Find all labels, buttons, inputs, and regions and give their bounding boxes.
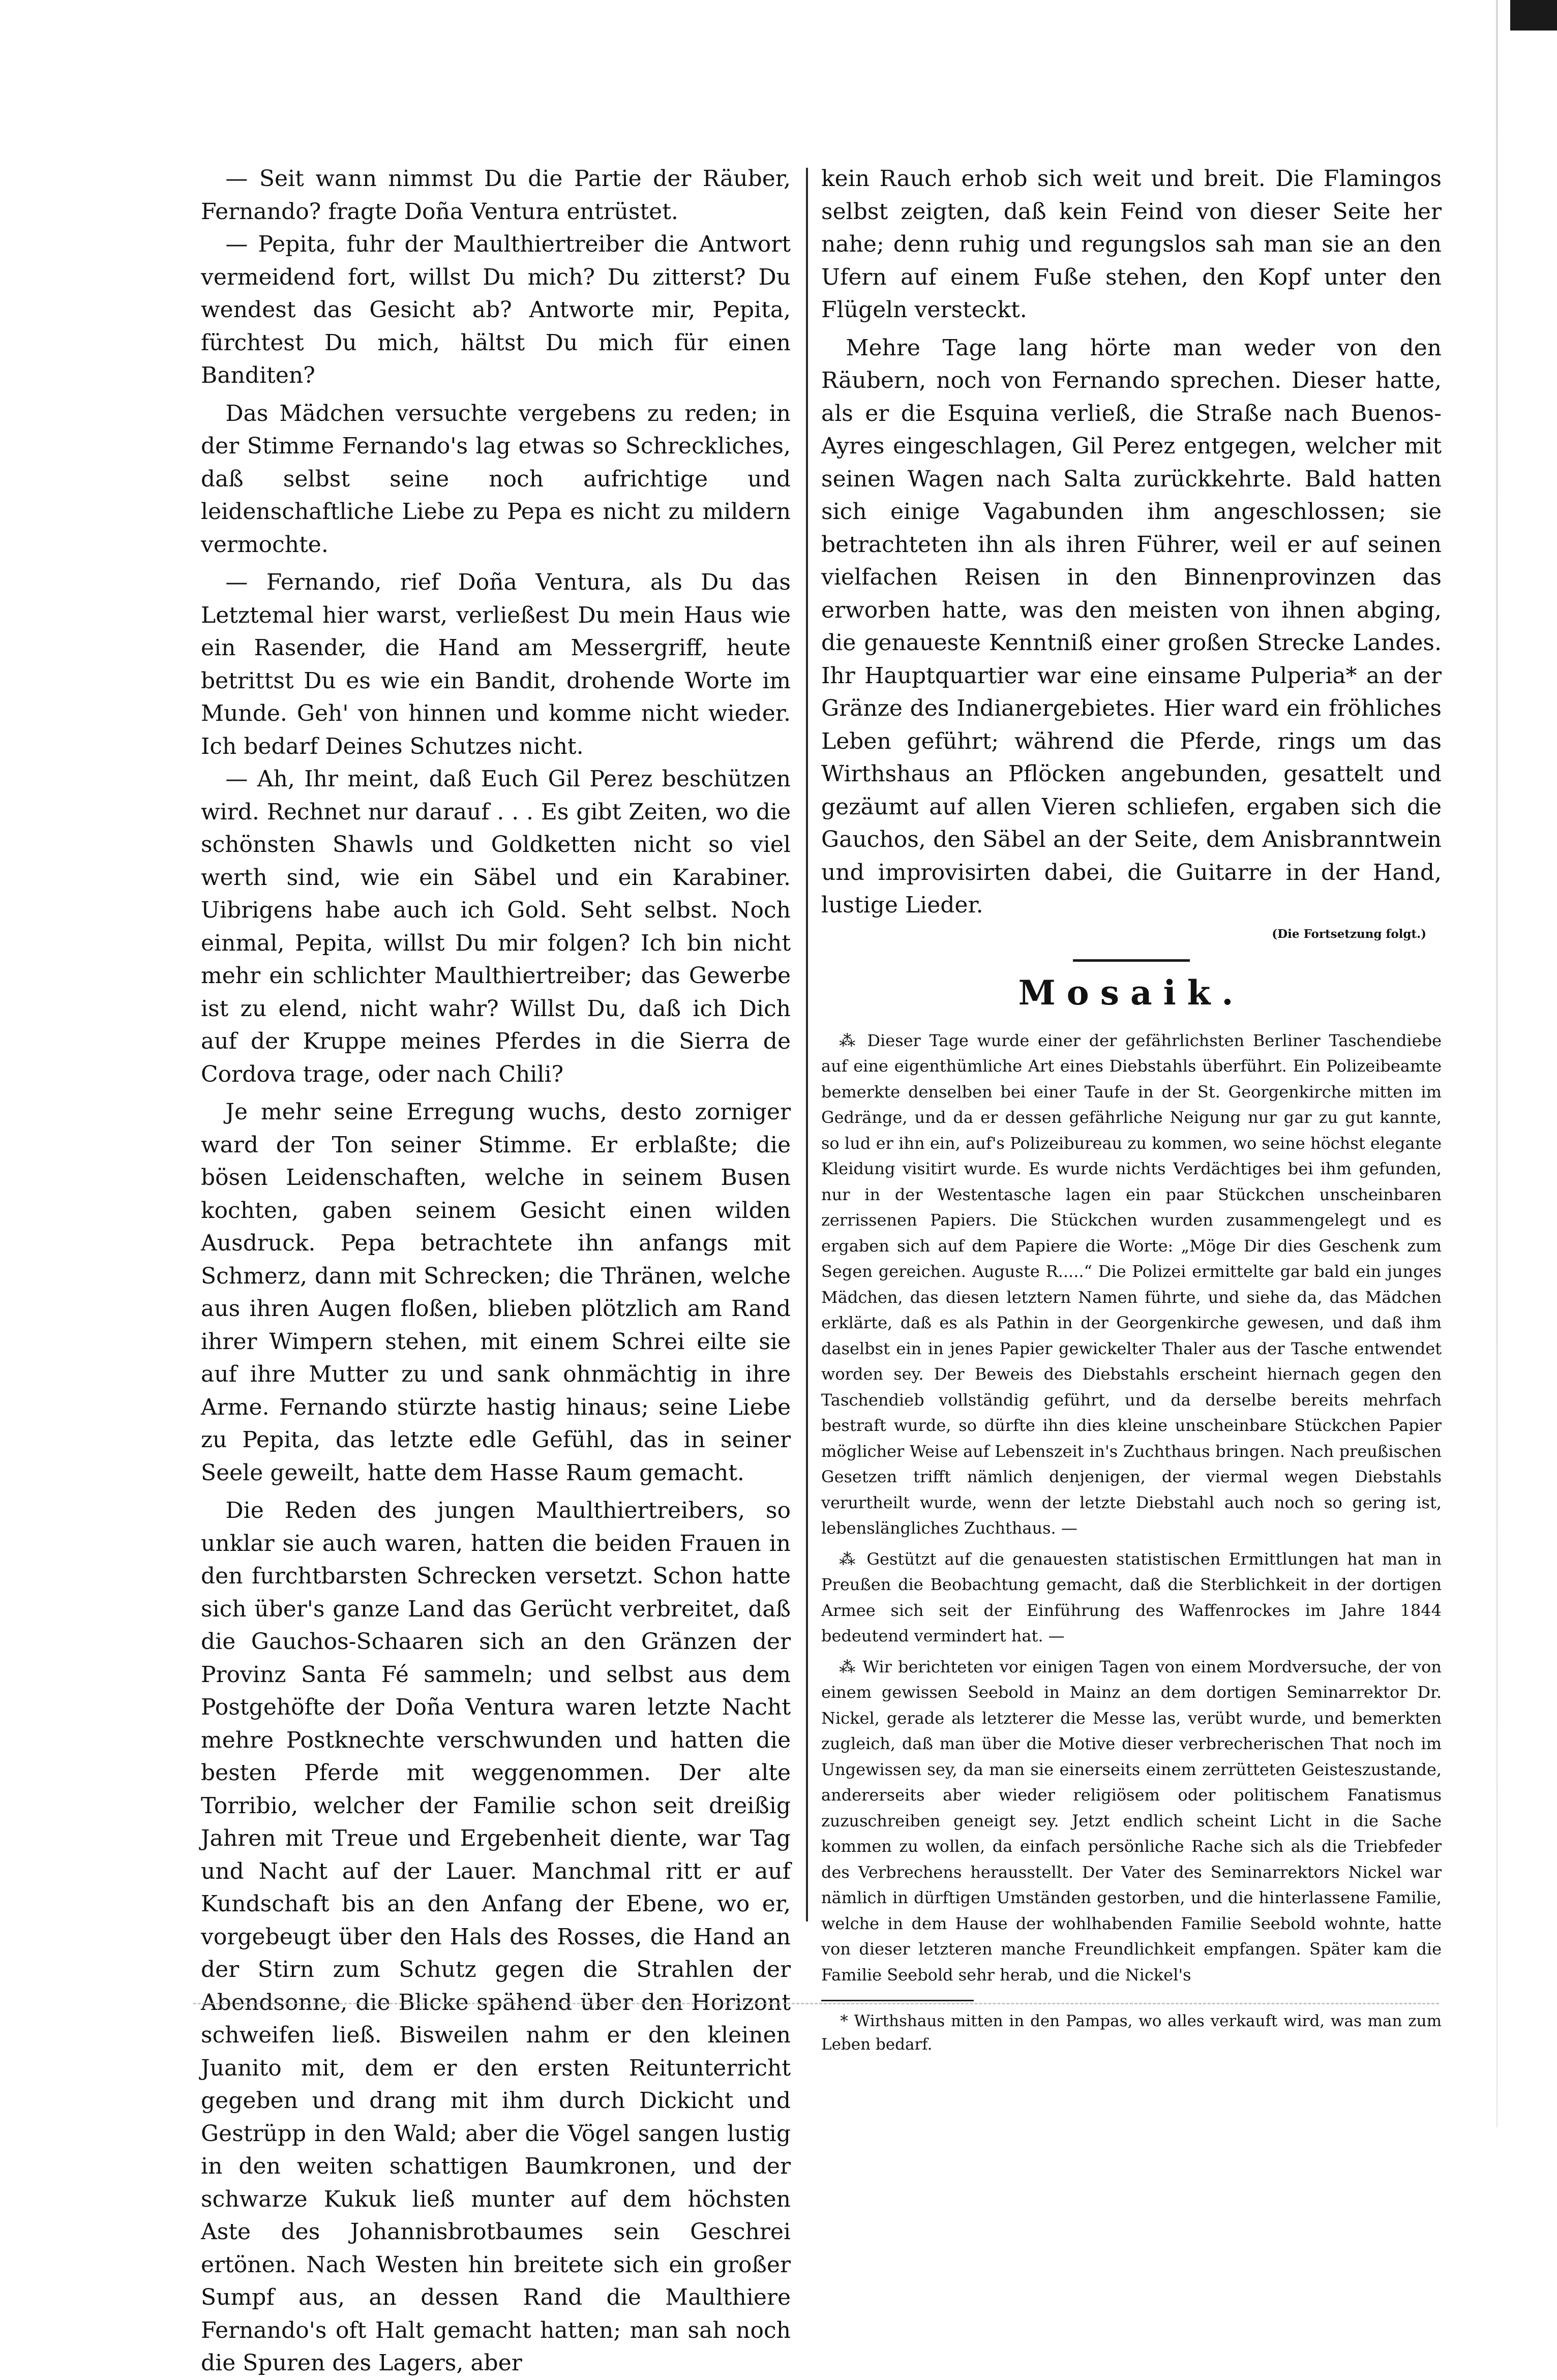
- continuation-note: (Die Fortsetzung folgt.): [1272, 927, 1426, 941]
- left-paragraph-3: Das Mädchen versuchte vergebens zu reden; in der Stimme Fernando's lag etwas so Schreckliches, daß selbst seine noch aufrichtige und leidenschaftliche Liebe zu Pepa es nicht zu mildern vermochte.: [201, 400, 791, 558]
- section-divider: [1073, 959, 1190, 962]
- column-divider: [806, 168, 808, 1921]
- left-paragraph-2: — Pepita, fuhr der Maulthiertreiber die Antwort vermeidend fort, willst Du mich? Du zitterst? Du wendest das Gesicht ab? Antworte mir, Pepita, fürchtest Du mich, hältst Du mich für einen Banditen?: [201, 231, 791, 388]
- page-bottom-ornament: [193, 2003, 1439, 2009]
- mosaic-item-3: [821, 1654, 1442, 1988]
- left-paragraph-7: Die Reden des jungen Maulthiertreibers, so unklar sie auch waren, hatten die beiden Frauen in den furchtbarsten Schrecken versetzt. Schon hatte sich über's ganze Land das Gerücht verbreitet, daß die Gauchos-Schaaren sich an den Gränzen der Provinz Santa Fé sammeln; und selbst aus dem Postgehöfte der Doña Ventura waren letzte Nacht mehre Postknechte verschwunden und hatten die besten Pferde mit weggenommen. Der alte Torribio, welcher der Familie schon seit dreißig Jahren mit Treue und Ergebenheit diente, war Tag und Nacht auf der Lauer. Manchmal ritt er auf Kundschaft bis an den Anfang der Ebene, wo er, vorgebeugt über den Hals des Rosses, die Hand an der Stirn zum Schutz gegen die Strahlen der Abendsonne, die Blicke spähend über den Horizont schweifen ließ. Bisweilen nahm er den kleinen Juanito mit, dem er den ersten Reitunterricht gegeben und drang mit ihm durch Dickicht und Gestrüpp in den Wald; aber die Vögel sangen lustig in den weiten schattigen Baumkronen, und der schwarze Kukuk ließ munter auf dem höchsten Aste des Johannisbrotbaumes sein Geschrei ertönen. Nach Westen hin breitete sich ein großer Sumpf aus, an dessen Rand die Maulthiere Fernando's oft Halt gemacht hatten; man sah noch die Spuren des Lagers, aber: [201, 1498, 791, 2376]
- footnote: * Wirthshaus mitten in den Pampas, wo alles verkauft wird, was man zum Leben bedarf.: [821, 2012, 1442, 2054]
- asterism-icon: ⁂: [839, 1657, 857, 1676]
- left-paragraph-1: — Seit wann nimmst Du die Partie der Räuber, Fernando? fragte Doña Ventura entrüstet.: [201, 166, 791, 225]
- left-paragraph-6: Je mehr seine Erregung wuchs, desto zorniger ward der Ton seiner Stimme. Er erblaßte; die bösen Leidenschaften, welche in seinem Busen kochten, gaben seinem Gesicht einen wilden Ausdruck. Pepa betrachtete ihn anfangs mit Schmerz, dann mit Schrecken; die Thränen, welche aus ihren Augen floßen, blieben plötzlich am Rand ihrer Wimpern stehen, mit einem Schrei eilte sie auf ihre Mutter zu und sank ohnmächtig in ihre Arme. Fernando stürzte hastig hinaus; seine Liebe zu Pepita, das letzte edle Gefühl, das in seiner Seele geweilt, hatte dem Hasse Raum gemacht.: [201, 1099, 791, 1486]
- section-title: Mosaik.: [1018, 972, 1245, 1013]
- right-paragraph-1: kein Rauch erhob sich weit und breit. Die Flamingos selbst zeigten, daß kein Feind von dieser Seite her nahe; denn ruhig und regungslos sah man sie an den Ufern auf einem Fuße stehen, den Kopf unter den Flügeln versteckt.: [821, 166, 1442, 323]
- footnote-divider: [821, 2000, 974, 2001]
- right-paragraph-2: Mehre Tage lang hörte man weder von den Räubern, noch von Fernando sprechen. Dieser hatte, als er die Esquina verließ, die Straße nach Buenos-Ayres eingeschlagen, Gil Perez entgegen, welcher mit seinen Wagen nach Salta zurückkehrte. Bald hatten sich einige Vagabunden ihm angeschlossen; sie betrachteten ihn als ihren Führer, weil er auf seinen vielfachen Reisen in den Binnenprovinzen das erworben hatte, was den meisten von ihnen abging, die genaueste Kenntniß einer großen Strecke Landes. Ihr Hauptquartier war eine einsame Pulperia* an der Gränze des Indianergebietes. Hier ward ein fröhliches Leben geführt; während die Pferde, rings um das Wirthshaus an Pflöcken angebunden, gesattelt und gezäumt auf allen Vieren schliefen, ergaben sich die Gauchos, den Säbel an der Seite, dem Anisbranntwein und improvisirten dabei, die Guitarre in der Hand, lustige Lieder.: [821, 334, 1442, 918]
- asterism-icon: ⁂: [839, 1030, 859, 1050]
- asterism-icon: ⁂: [839, 1549, 859, 1569]
- left-column: [201, 163, 791, 2380]
- page-margin-shadow: [1496, 0, 1498, 2127]
- scan-edge-shadow: [1510, 0, 1557, 30]
- mosaic-item-2-text: Gestützt auf die genauesten statistischen Ermittlungen hat man in Preußen die Beobachtung gemacht, daß die Sterblichkeit in der dortigen Armee sich seit der Einführung des Waffenrockes im Jahre 1844 bedeutend vermindert hat. —: [821, 1549, 1442, 1645]
- mosaic-item-1: [821, 1028, 1442, 1541]
- mosaic-item-3-text: Wir berichteten vor einigen Tagen von einem Mordversuche, der von einem gewissen Seebold in Mainz an dem dortigen Seminarrektor Dr. Nickel, gerade als letzterer die Messe las, verübt wurde, und bemerkten zugleich, daß man über die Motive dieser verbrecherischen That noch im Ungewissen sey, da man sie einerseits einem zerrütteten Geisteszustande, andererseits aber wieder religiösem oder politischem Fanatismus zuzuschreiben geneigt sey. Jetzt endlich scheint Licht in die Sache kommen zu wollen, da einfach persönliche Rache sich als die Triebfeder des Verbrechens herausstellt. Der Vater des Seminarrektors Nickel war nämlich in dürftigen Umständen gestorben, und die hinterlassene Familie, welche in dem Hause der wohlhabenden Familie Seebold wohnte, hatte von dieser letzteren manche Freundlichkeit empfangen. Später kam die Familie Seebold sehr herab, und die Nickel's: [821, 1657, 1442, 1985]
- mosaic-item-2: [821, 1546, 1442, 1649]
- right-column: [821, 163, 1442, 2056]
- left-paragraph-5: — Ah, Ihr meint, daß Euch Gil Perez beschützen wird. Rechnet nur darauf . . . Es gibt Zeiten, wo die schönsten Shawls und Goldketten nicht so viel werth sind, wie ein Säbel und ein Karabiner. Uibrigens habe auch ich Gold. Seht selbst. Noch einmal, Pepita, willst Du mir folgen? Ich bin nicht mehr ein schlichter Maulthiertreiber; das Gewerbe ist zu elend, nicht wahr? Willst Du, daß ich Dich auf der Kruppe meines Pferdes in die Sierra de Cordova trage, oder nach Chili?: [201, 766, 791, 1087]
- left-paragraph-4: — Fernando, rief Doña Ventura, als Du das Letztemal hier warst, verließest Du mein Haus wie ein Rasender, die Hand am Messergriff, heute betrittst Du es wie ein Bandit, drohende Worte im Munde. Geh' von hinnen und komme nicht wieder. Ich bedarf Deines Schutzes nicht.: [201, 569, 791, 759]
- mosaic-item-1-text: Dieser Tage wurde einer der gefährlichsten Berliner Taschendiebe auf eine eigenthümliche Art eines Diebstahls überführt. Ein Polizeibeamte bemerkte denselben bei einer Taufe in der St. Georgenkirche mitten im Gedränge, und da er dessen gefährliche Neigung nur gar zu gut kannte, so lud er ihn ein, auf's Polizeibureau zu kommen, wo seine höchst elegante Kleidung visitirt wurde. Es wurde nichts Verdächtiges bei ihm gefunden, nur in der Westentasche lagen ein paar Stückchen unscheinbaren zerrissenen Papiers. Die Stückchen wurden zusammengelegt und es ergaben sich auf dem Papiere die Worte: „Möge Dir dies Geschenk zum Segen gereichen. Auguste R.....“ Die Polizei ermittelte gar bald ein junges Mädchen, das diesen letztern Namen führte, und siehe da, das Mädchen erklärte, daß es als Pathin in der Georgenkirche gewesen, und daß ihm daselbst ein in jenes Papier gewickelter Thaler aus der Tasche entwendet worden sey. Der Beweis des Diebstahls erscheint hiernach gegen den Taschendieb vollständig geführt, und da derselbe bereits mehrfach bestraft wurde, so dürfte ihn dies kleine unscheinbare Stückchen Papier möglicher Weise auf Lebenszeit in's Zuchthaus bringen. Nach preußischen Gesetzen trifft nämlich denjenigen, der viermal wegen Diebstahls verurtheilt wurde, wenn der letzte Diebstahl auch noch so gering ist, lebenslängliches Zuchthaus. —: [821, 1030, 1442, 1538]
